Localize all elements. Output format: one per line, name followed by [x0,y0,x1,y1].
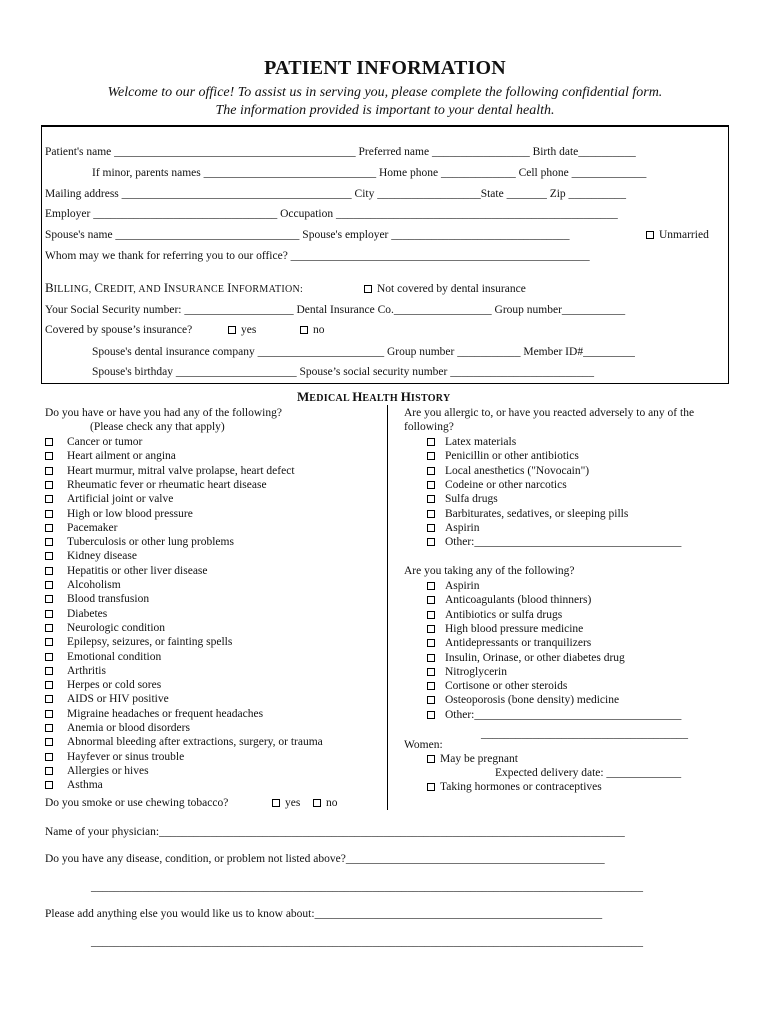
allergy-label: Aspirin [445,521,480,534]
other-disease-line-2[interactable]: ________________________________________________________________________________________________ [91,881,643,893]
condition-label: Migraine headaches or frequent headaches [67,707,264,720]
checkbox-icon[interactable] [45,724,53,732]
medication-item[interactable] [427,693,619,707]
condition-label: Herpes or cold sores [67,679,162,692]
allergy-item[interactable] [427,464,589,478]
condition-label: Cancer or tumor [67,436,143,448]
condition-item[interactable] [45,678,161,692]
allergy-label: Sulfa drugs [445,493,498,506]
checkbox-icon[interactable] [45,581,53,589]
condition-item[interactable] [45,664,106,678]
checkbox-icon[interactable] [427,654,435,662]
medication-label: Nitroglycerin [445,665,507,678]
medication-label: Other:____________________________________ [445,708,682,721]
patient-name-field[interactable]: Patient's name __________________________________________ Preferred name _________________ Birth date__________ [45,146,636,158]
checkbox-icon[interactable] [45,538,53,546]
condition-item[interactable] [45,592,149,606]
condition-item[interactable] [45,750,184,764]
checkbox-icon[interactable] [300,326,308,334]
billing-heading: BILLING, CREDIT, AND INSURANCE INFORMATION: [45,280,304,295]
page-title: PATIENT INFORMATION [264,57,506,79]
checkbox-icon[interactable] [45,610,53,618]
smoke-question: Do you smoke or use chewing tobacco? [45,797,229,809]
spouse-birthday-field[interactable]: Spouse's birthday _____________________ Spouse’s social security number _________________________ [92,366,594,378]
pregnant-label: May be pregnant [440,753,518,765]
checkbox-icon[interactable] [228,326,236,334]
allergy-item[interactable] [427,535,681,549]
checkbox-icon[interactable] [427,783,435,791]
medication-label: Cortisone or other steroids [445,680,568,693]
allergy-question-2: following? [404,421,454,433]
condition-item[interactable] [45,435,142,449]
condition-item[interactable] [45,535,234,549]
checkbox-icon[interactable] [427,625,435,633]
allergy-item[interactable] [427,435,516,449]
condition-label: Epilepsy, seizures, or fainting spells [67,636,233,649]
allergy-item[interactable] [427,507,628,521]
condition-item[interactable] [45,650,161,664]
other-disease-field[interactable]: Do you have any disease, condition, or problem not listed above?_____________________________________________ [45,853,605,865]
employer-field[interactable]: Employer ________________________________ Occupation _________________________________________________ [45,208,618,220]
checkbox-icon[interactable] [427,467,435,475]
conditions-instruction: (Please check any that apply) [90,421,225,433]
medication-item[interactable] [427,579,480,593]
checkbox-icon[interactable] [45,753,53,761]
unmarried-label: Unmarried [659,229,709,241]
condition-label: Hayfever or sinus trouble [67,750,185,763]
checkbox-icon[interactable] [45,552,53,560]
welcome-text: Welcome to our office! To assist us in serving you, please complete the following confidential form. [107,85,663,100]
physician-field[interactable]: Name of your physician:_________________________________________________________________________________ [45,826,625,838]
allergy-item[interactable] [427,449,579,463]
column-divider [387,405,388,810]
anything-else-field[interactable]: Please add anything else you would like us to know about:__________________________________________________ [45,908,603,920]
condition-label: Hepatitis or other liver disease [67,564,208,577]
condition-label: Tuberculosis or other lung problems [67,536,234,549]
condition-item[interactable] [45,635,232,649]
allergy-label: Local anesthetics ("Novocain") [445,464,590,477]
checkbox-icon[interactable] [45,681,53,689]
condition-item[interactable] [45,692,169,706]
checkbox-icon[interactable] [427,438,435,446]
not-covered-option[interactable] [364,282,526,296]
checkbox-icon[interactable] [45,653,53,661]
condition-item[interactable] [45,549,137,563]
medication-item[interactable] [427,593,591,607]
checkbox-icon[interactable] [45,695,53,703]
condition-item[interactable] [45,449,176,463]
condition-label: Alcoholism [67,579,121,591]
yes-label: yes [285,797,301,809]
checkbox-icon[interactable] [364,285,372,293]
spouse-name-field[interactable]: Spouse's name ________________________________ Spouse's employer _______________________________ [45,229,570,241]
condition-item[interactable] [45,607,107,621]
checkbox-icon[interactable] [45,481,53,489]
medication-item[interactable] [427,708,681,722]
parents-names-field[interactable]: If minor, parents names ______________________________ Home phone _____________ Cell phone _____________ [92,167,647,179]
allergy-label: Latex materials [445,436,517,448]
medication-item[interactable] [427,622,583,636]
condition-item[interactable] [45,578,121,592]
condition-item[interactable] [45,478,267,492]
checkbox-icon[interactable] [427,582,435,590]
condition-label: Abnormal bleeding after extractions, surgery, or trauma [67,736,323,749]
checkbox-icon[interactable] [427,596,435,604]
no-label: no [326,797,338,809]
covered-no-option[interactable] [300,323,325,337]
checkbox-icon[interactable] [45,767,53,775]
referral-field[interactable]: Whom may we thank for referring you to our office? ____________________________________________________ [45,250,590,262]
delivery-date-field[interactable]: Expected delivery date: _____________ [495,767,682,779]
condition-item[interactable] [45,707,263,721]
medication-label: Anticoagulants (blood thinners) [445,594,592,607]
pregnant-option[interactable] [427,752,518,766]
checkbox-icon[interactable] [45,710,53,718]
allergy-item[interactable] [427,521,480,535]
condition-label: High or low blood pressure [67,507,193,520]
medication-item[interactable] [427,679,567,693]
allergy-label: Codeine or other narcotics [445,478,567,491]
condition-item[interactable] [45,778,103,792]
condition-label: Artificial joint or valve [67,493,174,506]
checkbox-icon[interactable] [45,452,53,460]
smoke-yes-option[interactable] [272,796,300,810]
condition-item[interactable] [45,464,295,478]
condition-item[interactable] [45,521,117,535]
medication-item[interactable] [427,608,562,622]
checkbox-icon[interactable] [427,538,435,546]
checkbox-icon[interactable] [427,481,435,489]
condition-item[interactable] [45,721,190,735]
smoke-no-option[interactable] [313,796,338,810]
condition-item[interactable] [45,564,208,578]
checkbox-icon[interactable] [45,567,53,575]
condition-item[interactable] [45,764,149,778]
condition-label: Heart ailment or angina [67,450,176,463]
allergy-label: Barbiturates, sedatives, or sleeping pills [445,507,629,520]
medication-item[interactable] [427,665,507,679]
allergy-question: Are you allergic to, or have you reacted adversely to any of the [404,407,695,419]
condition-label: Neurologic condition [67,621,166,634]
hormones-label: Taking hormones or contraceptives [440,781,602,793]
condition-label: Diabetes [67,607,108,620]
medical-heading: MEDICAL HEALTH HISTORY [297,389,451,404]
medications-question: Are you taking any of the following? [404,565,575,577]
condition-item[interactable] [45,735,323,749]
checkbox-icon[interactable] [45,524,53,532]
condition-label: Arthritis [67,664,106,677]
condition-label: Asthma [67,779,103,792]
medication-label: High blood pressure medicine [445,622,584,635]
condition-item[interactable] [45,621,165,635]
checkbox-icon[interactable] [427,495,435,503]
mailing-address-field[interactable]: Mailing address ________________________________________ City __________________State _______ Zip __________ [45,188,627,200]
checkbox-icon[interactable] [45,638,53,646]
checkbox-icon[interactable] [427,682,435,690]
medication-label: Antibiotics or sulfa drugs [445,608,563,621]
checkbox-icon[interactable] [427,510,435,518]
condition-label: Rheumatic fever or rheumatic heart disease [67,478,267,491]
checkbox-icon[interactable] [427,611,435,619]
checkbox-icon[interactable] [45,595,53,603]
allergy-item[interactable] [427,492,498,506]
allergy-label: Penicillin or other antibiotics [445,450,579,463]
condition-label: AIDS or HIV positive [67,693,169,706]
condition-item[interactable] [45,492,173,506]
yes-label: yes [241,324,257,336]
medication-item[interactable] [427,636,591,650]
allergy-item[interactable] [427,478,567,492]
medication-label: Insulin, Orinase, or other diabetes drug [445,651,625,664]
unmarried-option[interactable] [646,228,709,242]
medication-item[interactable] [427,651,625,665]
checkbox-icon[interactable] [427,639,435,647]
checkbox-icon[interactable] [45,738,53,746]
covered-yes-option[interactable] [228,323,256,337]
checkbox-icon[interactable] [427,755,435,763]
medication-label: Aspirin [445,580,480,592]
checkbox-icon[interactable] [45,624,53,632]
no-label: no [313,324,325,336]
checkbox-icon[interactable] [427,524,435,532]
condition-label: Emotional condition [67,650,162,663]
checkbox-icon[interactable] [427,696,435,704]
condition-label: Heart murmur, mitral valve prolapse, heart defect [67,464,295,477]
checkbox-icon[interactable] [427,711,435,719]
welcome-text-2: The information provided is important to your dental health. [215,103,555,118]
checkbox-icon[interactable] [45,667,53,675]
not-covered-label: Not covered by dental insurance [377,283,526,295]
other-continuation-line[interactable]: ____________________________________ [481,728,688,740]
covered-by-spouse-label: Covered by spouse’s insurance? [45,324,193,336]
condition-label: Anemia or blood disorders [67,722,190,734]
anything-else-line-2[interactable]: ________________________________________________________________________________________________ [91,936,643,948]
checkbox-icon[interactable] [45,495,53,503]
condition-label: Blood transfusion [67,593,150,606]
checkbox-icon[interactable] [313,799,321,807]
condition-label: Kidney disease [67,550,137,563]
medication-label: Antidepressants or tranquilizers [445,637,592,650]
women-label: Women: [404,739,443,751]
allergy-label: Other:____________________________________ [445,536,682,549]
checkbox-icon[interactable] [646,231,654,239]
condition-label: Pacemaker [67,521,118,534]
checkbox-icon[interactable] [45,781,53,789]
condition-label: Allergies or hives [67,764,149,777]
checkbox-icon[interactable] [45,510,53,518]
checkbox-icon[interactable] [272,799,280,807]
spouse-insurance-field[interactable]: Spouse's dental insurance company ______________________ Group number ___________ Member ID#_________ [92,346,635,358]
ssn-insurance-field[interactable]: Your Social Security number: ___________________ Dental Insurance Co._________________ Group number___________ [45,304,626,316]
conditions-question: Do you have or have you had any of the following? [45,407,282,419]
hormones-option[interactable] [427,780,602,794]
condition-item[interactable] [45,507,193,521]
checkbox-icon[interactable] [45,438,53,446]
checkbox-icon[interactable] [427,668,435,676]
medication-label: Osteoporosis (bone density) medicine [445,694,620,707]
checkbox-icon[interactable] [45,467,53,475]
checkbox-icon[interactable] [427,452,435,460]
